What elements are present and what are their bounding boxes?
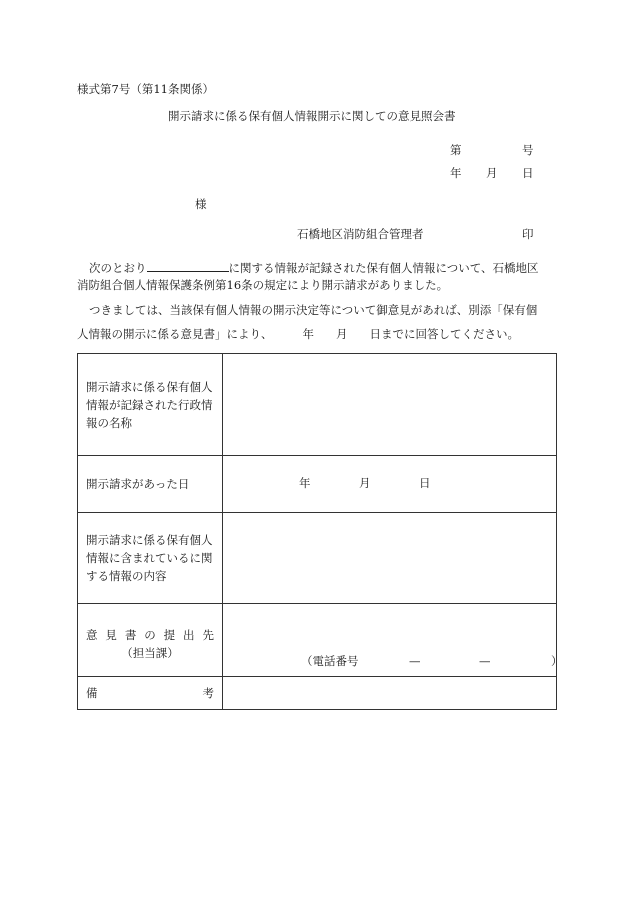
submission-char-6: 出 (183, 628, 195, 642)
value-request-date[interactable] (223, 456, 557, 513)
date-month: 月 (486, 166, 498, 180)
date-day: 日 (522, 166, 534, 180)
addressee-sama: 様 (195, 197, 207, 211)
para1-rest: に関する情報が記録された保有個人情報について、石橋地区 (228, 261, 539, 275)
value-remarks[interactable] (223, 677, 557, 710)
phone-dash-2: — (479, 654, 491, 668)
para2-month: 月 (336, 327, 348, 341)
paragraph-1-line-2: 消防組合個人情報保護条例第16条の規定により開示請求がありました。 (77, 278, 449, 292)
value-info-content[interactable] (223, 513, 557, 604)
document-title: 開示請求に係る保有個人情報開示に関しての意見照会書 (168, 109, 456, 123)
label-request-date: 開示請求があった日 (78, 456, 223, 513)
submission-char-1: 意 (86, 628, 98, 642)
label-info-content: 開示請求に係る保有個人情報に含まれているに関する情報の内容 (78, 513, 223, 604)
phone-label: （電話番号 (301, 654, 359, 668)
paragraph-2-line-2 (77, 329, 519, 341)
submission-char-7: 先 (202, 628, 214, 642)
phone-close: ） (551, 654, 563, 668)
sender-name: 石橋地区消防組合管理者 (297, 227, 424, 241)
table-row-document-name (78, 354, 557, 456)
paragraph-2-line-1: つきましては、当該保有個人情報の開示決定等について御意見があれば、別添「保有個 (89, 303, 538, 317)
para2-end: 日までに回答してください。 (369, 327, 519, 341)
label-document-name: 開示請求に係る保有個人情報が記録された行政情報の名称 (78, 354, 223, 456)
table-row-info-content (78, 513, 557, 604)
request-year: 年 (299, 476, 311, 490)
request-day: 日 (419, 476, 431, 490)
seal-mark: 印 (522, 227, 534, 241)
value-document-name[interactable] (223, 354, 557, 456)
para2-start: 人情報の開示に係る意見書」により、 (77, 327, 273, 341)
value-submission[interactable] (223, 604, 563, 677)
remarks-char-2: 考 (202, 686, 214, 700)
submission-char-2: 見 (105, 628, 117, 642)
paragraph-1-line-1 (89, 260, 539, 275)
submission-char-5: 提 (163, 628, 176, 642)
para2-year: 年 (302, 327, 314, 341)
remarks-char-1: 備 (86, 686, 98, 700)
ref-dai: 第 (450, 143, 462, 157)
subject-blank[interactable] (147, 260, 229, 272)
label-submission (78, 604, 223, 677)
submission-char-4: の (144, 628, 156, 642)
submission-char-3: 書 (124, 628, 137, 642)
table-row-request-date (78, 456, 557, 513)
ref-go: 号 (522, 143, 534, 157)
table-row-submission (78, 604, 557, 677)
date-year: 年 (450, 166, 462, 180)
table-row-remarks (78, 677, 557, 710)
info-table (77, 353, 563, 710)
label-submission-sub: （担当課） (121, 646, 179, 660)
request-month: 月 (359, 476, 371, 490)
label-remarks (78, 677, 223, 710)
phone-dash-1: — (409, 654, 421, 668)
form-number: 様式第7号（第11条関係） (77, 82, 214, 96)
label-submission-main (86, 626, 214, 644)
para1-start: 次のとおり (89, 261, 147, 275)
